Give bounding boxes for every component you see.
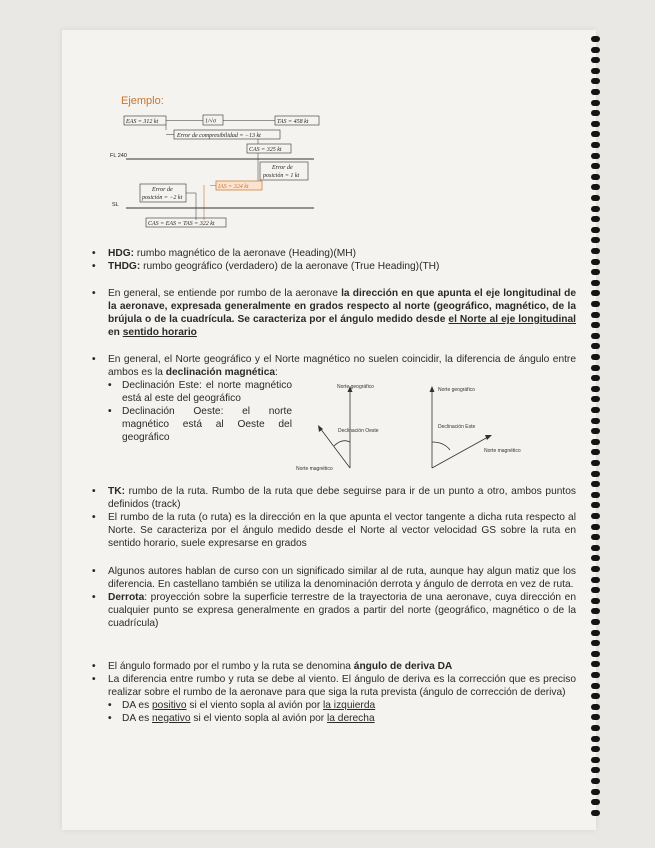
- eas-top-label: EAS = 312 kt: [126, 119, 159, 125]
- hdg-term: HDG:: [108, 248, 135, 259]
- binding-ring: [591, 396, 600, 402]
- binding-ring: [591, 206, 600, 212]
- binding-ring: [591, 386, 600, 392]
- binding-ring: [591, 524, 600, 530]
- binding-ring: [591, 661, 600, 667]
- left-decl-label: Declinación Oeste: [338, 428, 379, 434]
- binding-ring: [591, 428, 600, 434]
- binding-ring: [591, 439, 600, 445]
- spiral-binding: [590, 36, 602, 814]
- binding-ring: [591, 767, 600, 773]
- ias-mid-label: IAS = 324 kt: [218, 184, 249, 190]
- decl-oeste-item: [92, 405, 292, 444]
- binding-ring: [591, 693, 600, 699]
- binding-ring: [591, 89, 600, 95]
- binding-ring: [591, 237, 600, 243]
- binding-ring: [591, 121, 600, 127]
- da-neg-a: DA es: [122, 713, 153, 724]
- da-negative-item: [92, 712, 576, 725]
- binding-ring: [591, 513, 600, 519]
- binding-ring: [591, 163, 600, 169]
- declination-figure: [292, 380, 542, 472]
- binding-ring: [591, 460, 600, 466]
- binding-ring: [591, 354, 600, 360]
- da-pos-a: DA es: [122, 700, 153, 711]
- rumbo-en: en: [108, 327, 123, 338]
- hdg-section: [92, 247, 576, 273]
- compress-error-label: Error de compresibilidad = −13 kt: [177, 133, 261, 139]
- ruta-item: [92, 511, 576, 550]
- binding-ring: [591, 630, 600, 636]
- binding-ring: [591, 269, 600, 275]
- derrota-term: Derrota: [108, 592, 145, 603]
- binding-ring: [591, 598, 600, 604]
- binding-ring: [591, 492, 600, 498]
- example-title: Ejemplo:: [121, 95, 164, 107]
- binding-ring: [591, 248, 600, 254]
- binding-ring: [591, 534, 600, 540]
- tk-item: [92, 485, 576, 511]
- ruta-text: El rumbo de la ruta (o ruta) es la dirección en la que apunta el vector tangente a dicha ruta respecto al Norte. Se caracteriza por el ángulo medido desde el Norte al vector velocidad GS sobre la ruta en sentido horario, suele expresarse en grados: [108, 512, 576, 549]
- binding-ring: [591, 290, 600, 296]
- hdg-text: rumbo magnético de la aeronave (Heading)(MH): [134, 248, 356, 259]
- hdg-item: [92, 247, 576, 260]
- binding-ring: [591, 789, 600, 795]
- left-north-geo-label: Norte geográfico: [337, 384, 374, 390]
- binding-ring: [591, 746, 600, 752]
- thdg-term: THDG:: [108, 261, 141, 272]
- binding-ring: [591, 587, 600, 593]
- binding-ring: [591, 418, 600, 424]
- rumbo-item: [92, 287, 576, 339]
- pos-error-top-label-2: posición = 1 kt: [263, 173, 300, 179]
- binding-ring: [591, 619, 600, 625]
- binding-ring: [591, 365, 600, 371]
- rumbo-underline-2: sentido horario: [122, 327, 197, 338]
- da-pos-b: si el viento sopla al avión por: [186, 700, 324, 711]
- binding-ring: [591, 184, 600, 190]
- deriva-intro: El ángulo formado por el rumbo y la ruta se denomina: [108, 661, 354, 672]
- derrota-text: : proyección sobre la superficie terrestre de la trayectoria de una aeronave, cuya dirección en cualquier punto se expresa generalmente en grados a partir del norte (geográfico, magnético o de la cuadrícula): [108, 592, 576, 629]
- binding-ring: [591, 322, 600, 328]
- binding-ring: [591, 555, 600, 561]
- rumbo-section: [92, 287, 576, 339]
- cas-mid-label: CAS = 325 kt: [249, 147, 282, 153]
- da-neg-b: si el viento sopla al avión por: [190, 713, 328, 724]
- autores-text: Algunos autores hablan de curso con un significado similar al de ruta, aunque hay algun matiz que los diferencia. En castellano también se utiliza la denominación derrota y ángulo de derrota en vez de ruta.: [108, 566, 576, 590]
- left-north-mag-label: Norte magnético: [296, 466, 333, 472]
- binding-ring: [591, 57, 600, 63]
- derrota-item: [92, 591, 576, 630]
- binding-ring: [591, 36, 600, 42]
- binding-ring: [591, 449, 600, 455]
- decl-oeste-text: Declinación Oeste: el norte magnético está al Oeste del geográfico: [122, 406, 292, 443]
- binding-ring: [591, 481, 600, 487]
- da-neg-underline: negativo: [152, 713, 191, 724]
- binding-ring: [591, 640, 600, 646]
- decl-colon: :: [275, 367, 278, 378]
- binding-ring: [591, 174, 600, 180]
- thdg-text: rumbo geográfico (verdadero) de la aeronave (True Heading)(TH): [140, 261, 440, 272]
- derrota-section: [92, 565, 576, 630]
- rumbo-intro: En general, se entiende por rumbo de la aeronave: [108, 288, 342, 299]
- binding-ring: [591, 577, 600, 583]
- decl-este-item: [92, 379, 292, 405]
- binding-ring: [591, 100, 600, 106]
- binding-ring: [591, 471, 600, 477]
- tk-term: TK:: [108, 486, 125, 497]
- da-neg-underline-2: la derecha: [327, 713, 375, 724]
- right-north-geo-label: Norte geográfico: [438, 387, 475, 393]
- binding-ring: [591, 566, 600, 572]
- binding-ring: [591, 799, 600, 805]
- tk-text: rumbo de la ruta. Rumbo de la ruta que debe seguirse para ir de un punto a otro, ambos puntos definidos (track): [108, 486, 576, 510]
- binding-ring: [591, 672, 600, 678]
- decl-este-text: Declinación Este: el norte magnético está al este del geográfico: [122, 380, 292, 404]
- thdg-item: [92, 260, 576, 273]
- rumbo-bold: la dirección en que apunta el eje longitudinal de la aeronave, expresada generalmente en grados respecto al norte (geográfico, magnético, de la brújula o de la cuadrícula. Se caracteriza por el ángulo medido desde: [108, 288, 576, 325]
- binding-ring: [591, 502, 600, 508]
- binding-ring: [591, 131, 600, 137]
- binding-ring: [591, 683, 600, 689]
- fl-level-label: FL 240: [110, 153, 127, 159]
- bottom-label: CAS = EAS = TAS = 322 kt: [148, 221, 215, 227]
- declination-item: [92, 353, 576, 379]
- da-pos-underline-2: la izquierda: [323, 700, 376, 711]
- right-north-mag-label: Norte magnético: [484, 448, 521, 454]
- binding-ring: [591, 545, 600, 551]
- binding-ring: [591, 280, 600, 286]
- binding-ring: [591, 704, 600, 710]
- binding-ring: [591, 343, 600, 349]
- deriva-item: [92, 660, 576, 673]
- binding-ring: [591, 312, 600, 318]
- binding-ring: [591, 608, 600, 614]
- binding-ring: [591, 78, 600, 84]
- airspeed-diagram: [110, 110, 320, 234]
- deriva-bold: ángulo de deriva DA: [353, 661, 453, 672]
- tas-top-label: TAS = 458 kt: [277, 119, 309, 125]
- tk-section: [92, 485, 576, 550]
- binding-ring: [591, 259, 600, 265]
- binding-ring: [591, 714, 600, 720]
- da-pos-underline: positivo: [152, 700, 187, 711]
- deriva-section: [92, 660, 576, 725]
- binding-ring: [591, 736, 600, 742]
- binding-ring: [591, 110, 600, 116]
- binding-ring: [591, 153, 600, 159]
- binding-ring: [591, 195, 600, 201]
- binding-ring: [591, 778, 600, 784]
- binding-ring: [591, 216, 600, 222]
- autores-item: [92, 565, 576, 591]
- binding-ring: [591, 227, 600, 233]
- binding-ring: [591, 47, 600, 53]
- sqrt-factor-label: 1/√σ: [205, 118, 216, 125]
- deriva-text-item: [92, 673, 576, 699]
- binding-ring: [591, 375, 600, 381]
- binding-ring: [591, 333, 600, 339]
- binding-ring: [591, 725, 600, 731]
- binding-ring: [591, 407, 600, 413]
- da-positive-item: [92, 699, 576, 712]
- decl-bold: declinación magnética: [165, 367, 276, 378]
- binding-ring: [591, 651, 600, 657]
- pos-error-low-label-2: posición = −2 kt: [142, 195, 183, 201]
- rumbo-underline-1: el Norte al eje longitudinal: [448, 314, 577, 325]
- binding-ring: [591, 142, 600, 148]
- sl-level-label: SL: [112, 202, 119, 208]
- right-decl-label: Declinación Este: [438, 424, 476, 430]
- pos-error-low-label-1: Error de: [152, 187, 173, 193]
- binding-ring: [591, 68, 600, 74]
- deriva-text: La diferencia entre rumbo y ruta se debe al viento. El ángulo de deriva es la corrección que es preciso realizar sobre el rumbo de la aeronave para que siga la ruta prevista (ángulo de corrección de deriva): [108, 674, 576, 698]
- binding-ring: [591, 810, 600, 816]
- pos-error-top-label-1: Error de: [272, 165, 293, 171]
- binding-ring: [591, 301, 600, 307]
- binding-ring: [591, 757, 600, 763]
- decl-intro: En general, el Norte geográfico y el Norte magnético no suelen coincidir, la diferencia de ángulo entre ambos es la: [108, 354, 576, 378]
